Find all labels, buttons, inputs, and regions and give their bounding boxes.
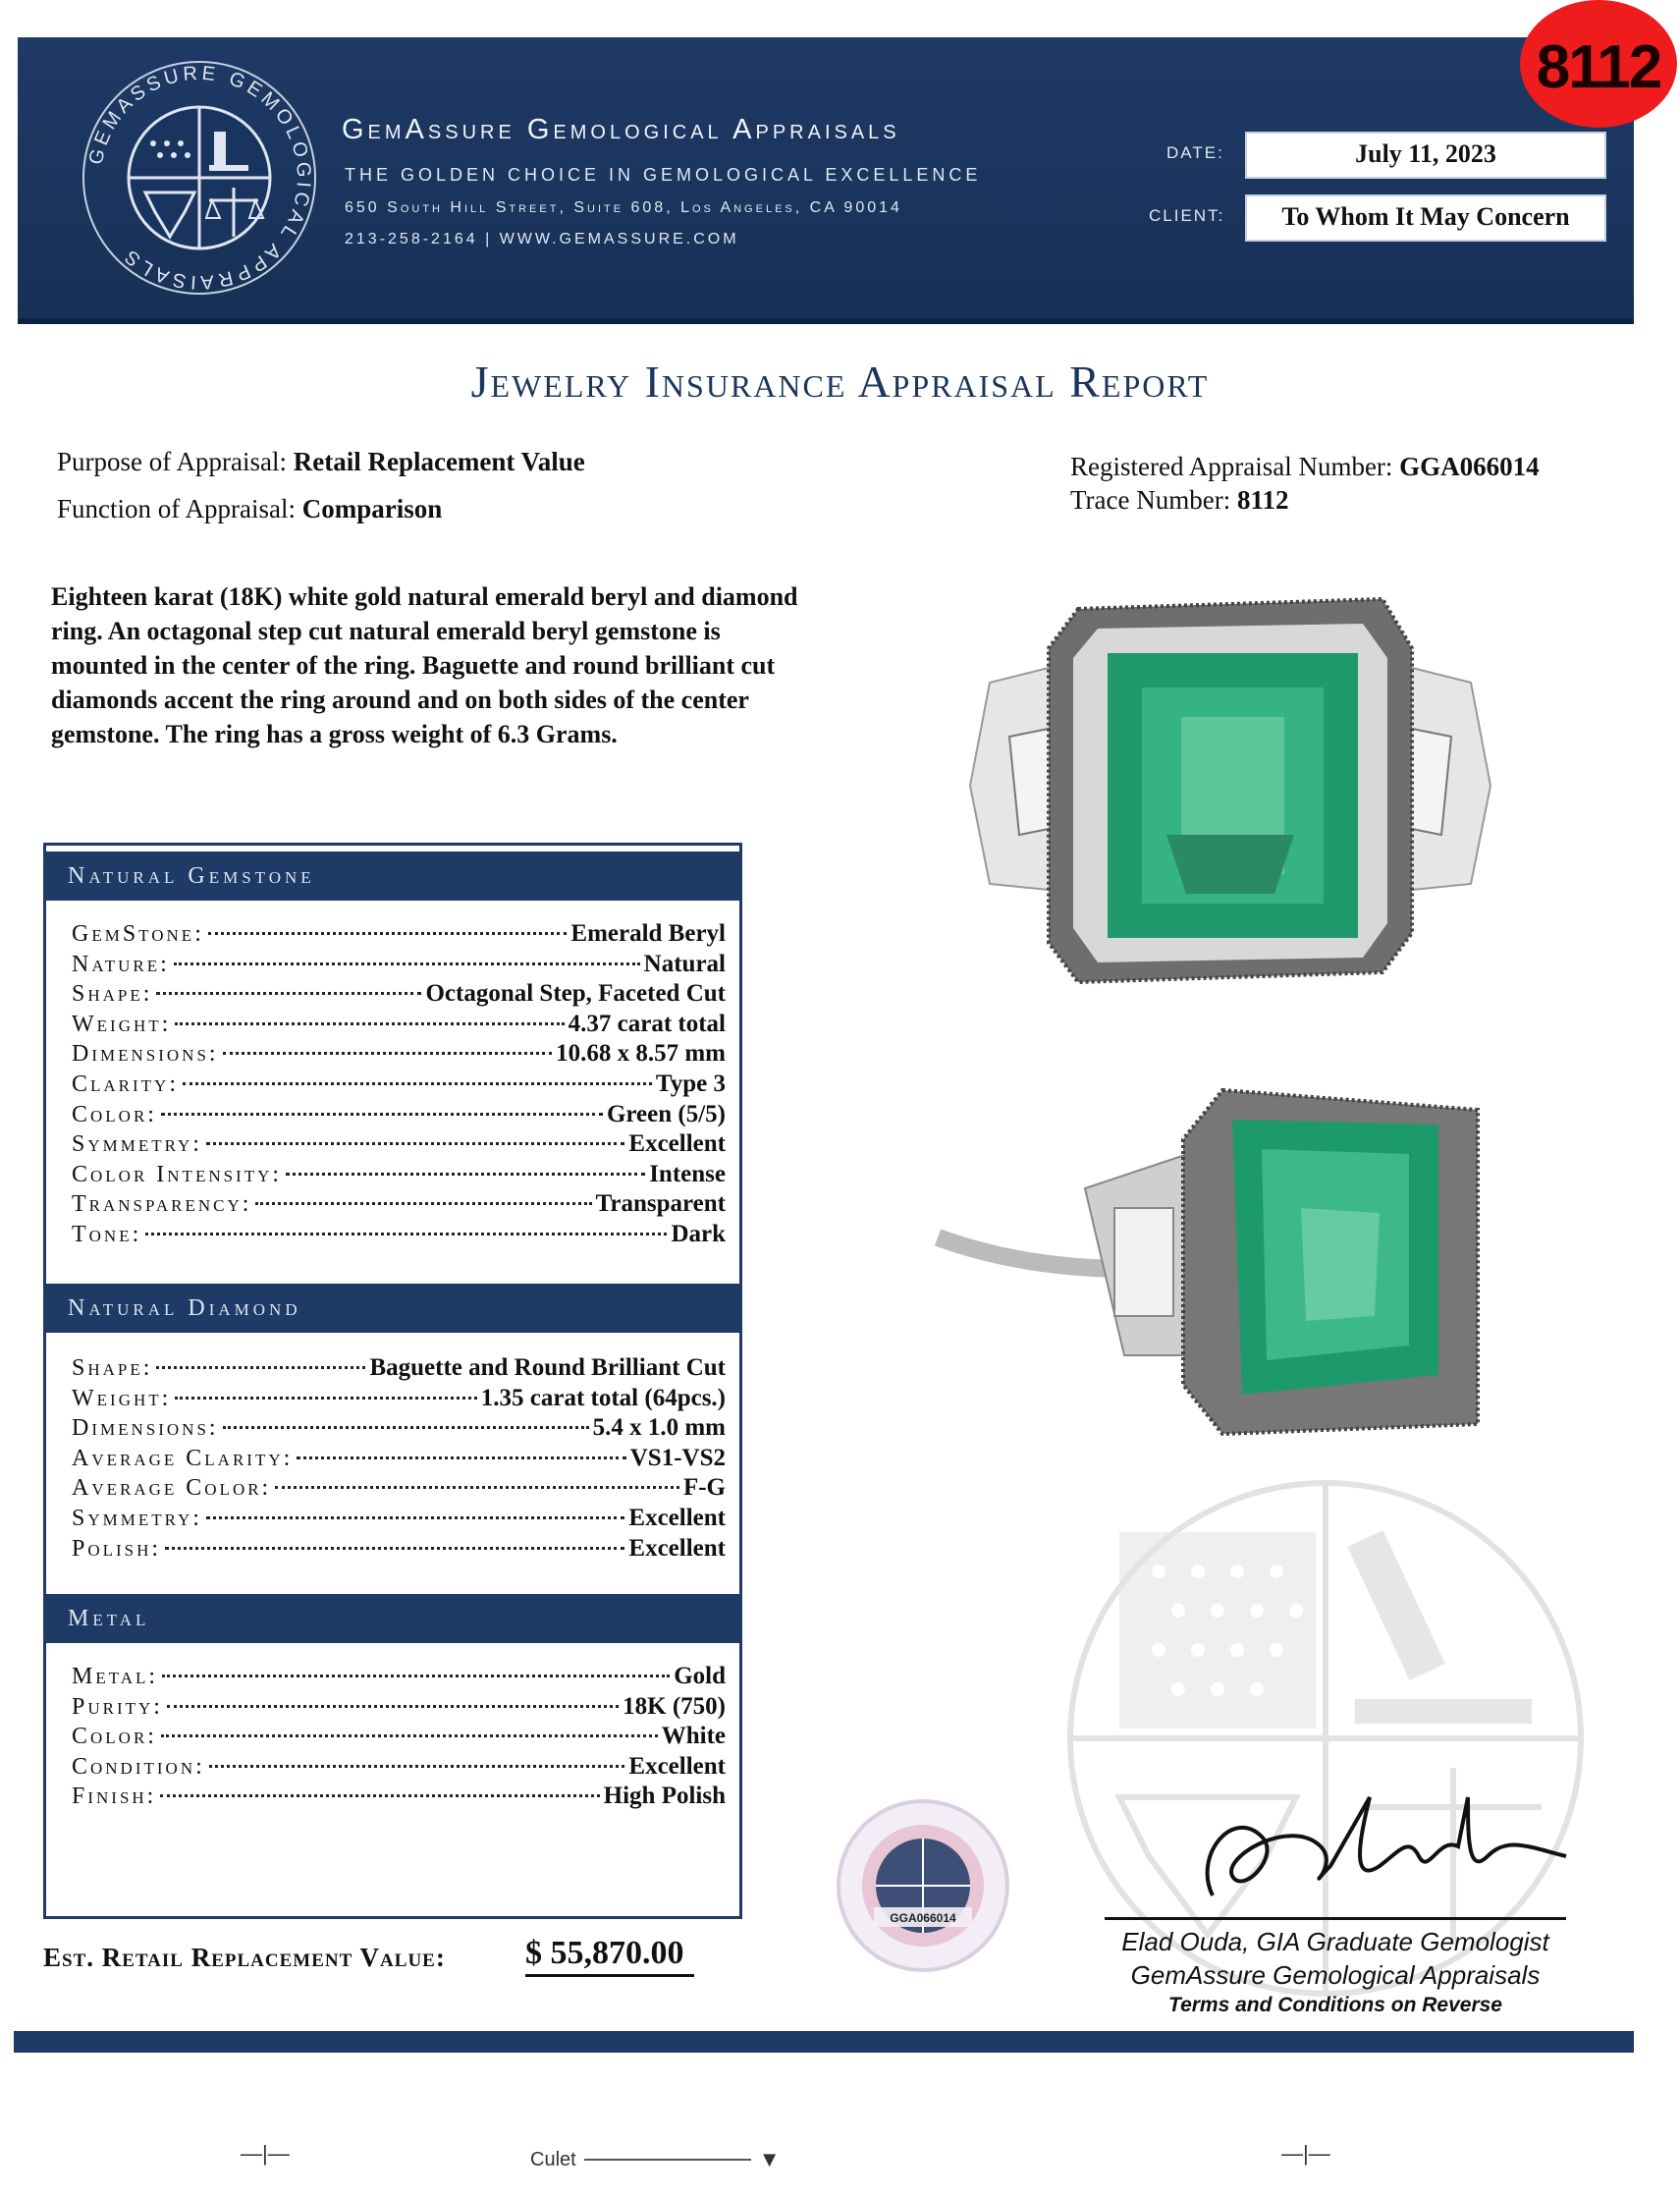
gemstone-row-value: Excellent	[628, 1130, 726, 1158]
date-label: DATE:	[1166, 143, 1224, 162]
function-line	[57, 494, 442, 524]
estimate-label: Est. Retail Replacement Value:	[43, 1943, 446, 1972]
gemstone-row-label: Weight:	[72, 1011, 172, 1037]
trace-label: Trace Number:	[1070, 485, 1231, 515]
gemstone-row-value: Emerald Beryl	[570, 920, 726, 947]
gemstone-row-value: Octagonal Step, Faceted Cut	[425, 980, 726, 1008]
registered-line	[1070, 452, 1540, 482]
terms-note: Terms and Conditions on Reverse	[1168, 1994, 1502, 2016]
trace-value: 8112	[1236, 485, 1289, 515]
diamond-row-value: Baguette and Round Brilliant Cut	[369, 1354, 726, 1381]
metal-row-value: High Polish	[603, 1783, 726, 1810]
leader-dots	[175, 1022, 564, 1025]
leader-dots	[174, 962, 640, 965]
diamond-row-value: 1.35 carat total (64pcs.)	[480, 1384, 726, 1411]
culet-marker	[530, 2147, 780, 2172]
diamond-row-label: Average Color:	[72, 1475, 272, 1502]
gemstone-row-label: Shape:	[72, 981, 153, 1008]
logo-ring-text: GEMASSURE GEMOLOGICAL APPRAISALS	[84, 62, 315, 294]
gemstone-row-value: Dark	[671, 1221, 726, 1247]
gemstone-row	[72, 951, 726, 980]
metal-row-value: Excellent	[628, 1752, 726, 1780]
hologram-seal	[835, 1797, 1011, 1974]
leader-dots	[255, 1202, 591, 1205]
registered-value: GGA066014	[1399, 452, 1540, 481]
gemstone-row	[72, 1071, 726, 1100]
diamond-row	[72, 1385, 726, 1414]
trace-line	[1070, 485, 1288, 516]
diamond-row-label: Dimensions:	[72, 1415, 219, 1442]
gemstone-row	[72, 1011, 726, 1040]
diamond-row-label: Weight:	[72, 1385, 172, 1411]
gemstone-row-value: Green (5/5)	[606, 1100, 726, 1127]
diamond-row-value: Excellent	[628, 1505, 726, 1531]
date-field: July 11, 2023	[1245, 132, 1606, 179]
crop-mark-left: —|—	[241, 2141, 290, 2166]
metal-row	[72, 1723, 726, 1752]
leader-dots	[286, 1173, 645, 1176]
diamond-row-label: Shape:	[72, 1355, 153, 1381]
metal-row-label: Color:	[72, 1724, 157, 1750]
purpose-value: Retail Replacement Value	[293, 447, 585, 476]
gemstone-row	[72, 1161, 726, 1190]
leader-dots	[161, 1734, 658, 1737]
crop-mark-right: —|—	[1281, 2141, 1330, 2166]
leader-dots	[209, 1765, 625, 1768]
metal-row	[72, 1753, 726, 1783]
culet-label: Culet	[530, 2148, 576, 2170]
gemstone-row	[72, 920, 726, 950]
gemstone-row	[72, 1040, 726, 1070]
gemstone-row-label: GemStone:	[72, 921, 204, 947]
gemstone-row	[72, 1190, 726, 1220]
leader-dots	[206, 1142, 624, 1145]
diamond-row-label: Symmetry:	[72, 1506, 202, 1531]
diamond-row-label: Average Clarity:	[72, 1445, 294, 1471]
metal-row-value: Gold	[674, 1663, 726, 1689]
diamond-row	[72, 1474, 726, 1504]
diamond-row-value: Excellent	[628, 1534, 726, 1562]
gemstone-row-label: Tone:	[72, 1222, 142, 1247]
function-value: Comparison	[301, 494, 443, 523]
company-tagline: THE GOLDEN CHOICE IN GEMOLOGICAL EXCELLENCE	[345, 165, 982, 185]
gemstone-row-value: Natural	[643, 950, 726, 977]
leader-dots	[160, 1794, 599, 1797]
leader-dots	[208, 932, 568, 935]
diamond-heading: Natural Diamond	[46, 1284, 739, 1333]
diamond-row	[72, 1505, 726, 1534]
gemstone-row	[72, 1221, 726, 1250]
leader-dots	[206, 1516, 624, 1519]
gemstone-row-value: Intense	[649, 1160, 726, 1187]
purpose-line	[57, 447, 585, 477]
registered-label: Registered Appraisal Number:	[1070, 452, 1393, 481]
leader-dots	[223, 1426, 589, 1429]
gemstone-row-label: Clarity:	[72, 1071, 179, 1097]
leader-dots	[275, 1486, 679, 1489]
appraiser-company: GemAssure Gemological Appraisals	[1130, 1960, 1541, 1990]
gemstone-heading: Natural Gemstone	[46, 851, 739, 901]
diamond-row	[72, 1535, 726, 1565]
gemstone-row-label: Color:	[72, 1101, 157, 1127]
metal-row-label: Condition:	[72, 1753, 205, 1780]
spec-card	[43, 843, 742, 1919]
metal-row-label: Purity:	[72, 1693, 163, 1720]
item-description: Eighteen karat (18K) white gold natural emerald beryl and diamond ring. An octagonal step cut natural emerald beryl gemstone is mounted in the center of the ring. Baguette and round brilliant cut diamonds accent the ring around and on both sides of the center gemstone. The ring has a gross weight of 6.3 Grams.	[51, 582, 798, 748]
metal-row	[72, 1783, 726, 1812]
signature-line	[1105, 1917, 1566, 1920]
company-name: GemAssure Gemological Appraisals	[342, 114, 900, 145]
gemstone-row-label: Color Intensity:	[72, 1161, 283, 1187]
appraiser-name: Elad Ouda, GIA Graduate Gemologist	[1121, 1927, 1549, 1956]
leader-dots	[183, 1082, 652, 1085]
gemstone-row-label: Dimensions:	[72, 1041, 219, 1068]
gemstone-row-value: Transparent	[595, 1190, 726, 1218]
leader-dots	[165, 1547, 624, 1550]
metal-row-label: Metal:	[72, 1664, 159, 1689]
leader-dots	[156, 992, 421, 995]
leader-dots	[223, 1052, 553, 1055]
footer-bar	[14, 2031, 1634, 2053]
diamond-row	[72, 1445, 726, 1474]
function-label: Function of Appraisal:	[57, 494, 296, 523]
ring-photo-top	[950, 570, 1510, 1002]
gemstone-row	[72, 1130, 726, 1160]
metal-row-label: Finish:	[72, 1784, 157, 1810]
diamond-row-value: VS1-VS2	[629, 1444, 726, 1471]
trace-badge: 8112	[1520, 0, 1677, 128]
leader-dots	[175, 1397, 476, 1400]
client-label: CLIENT:	[1149, 206, 1225, 225]
gemstone-row-label: Symmetry:	[72, 1131, 202, 1158]
diamond-row-value: F-G	[682, 1474, 726, 1502]
gemstone-row	[72, 1101, 726, 1130]
gemstone-row-label: Transparency:	[72, 1191, 252, 1218]
company-logo	[77, 55, 322, 301]
estimate-value: $ 55,870.00	[525, 1935, 694, 1977]
gemstone-row	[72, 980, 726, 1010]
company-contact: 213-258-2164 | WWW.GEMASSURE.COM	[345, 231, 739, 247]
gemstone-row-label: Nature:	[72, 951, 170, 977]
gemstone-row-value: Type 3	[655, 1071, 726, 1097]
diamond-row	[72, 1354, 726, 1384]
gemstone-row-value: 10.68 x 8.57 mm	[556, 1040, 726, 1068]
seal-number: GGA066014	[890, 1911, 956, 1925]
purpose-label: Purpose of Appraisal:	[57, 447, 287, 476]
report-title: Jewelry Insurance Appraisal Report	[470, 357, 1210, 407]
client-field: To Whom It May Concern	[1245, 194, 1606, 242]
culet-rule	[584, 2159, 751, 2161]
appraiser-signature	[1173, 1778, 1586, 1925]
leader-dots	[297, 1456, 625, 1459]
header-band	[18, 37, 1634, 324]
metal-row-value: White	[661, 1723, 726, 1750]
leader-dots	[162, 1675, 670, 1677]
metal-row	[72, 1663, 726, 1692]
diamond-row-value: 5.4 x 1.0 mm	[592, 1414, 726, 1442]
leader-dots	[156, 1366, 365, 1369]
metal-heading: Metal	[46, 1594, 739, 1643]
gemstone-row-value: 4.37 carat total	[568, 1010, 726, 1037]
leader-dots	[145, 1233, 667, 1236]
metal-row-value: 18K (750)	[623, 1692, 726, 1720]
leader-dots	[161, 1113, 603, 1116]
company-address: 650 South Hill Street, Suite 608, Los Angeles, CA 90014	[345, 199, 902, 216]
metal-row	[72, 1693, 726, 1723]
culet-triangle-icon: ▼	[758, 2147, 781, 2171]
leader-dots	[167, 1705, 619, 1708]
ring-photo-side	[928, 1041, 1517, 1454]
diamond-row-label: Polish:	[72, 1535, 162, 1562]
diamond-row	[72, 1414, 726, 1444]
